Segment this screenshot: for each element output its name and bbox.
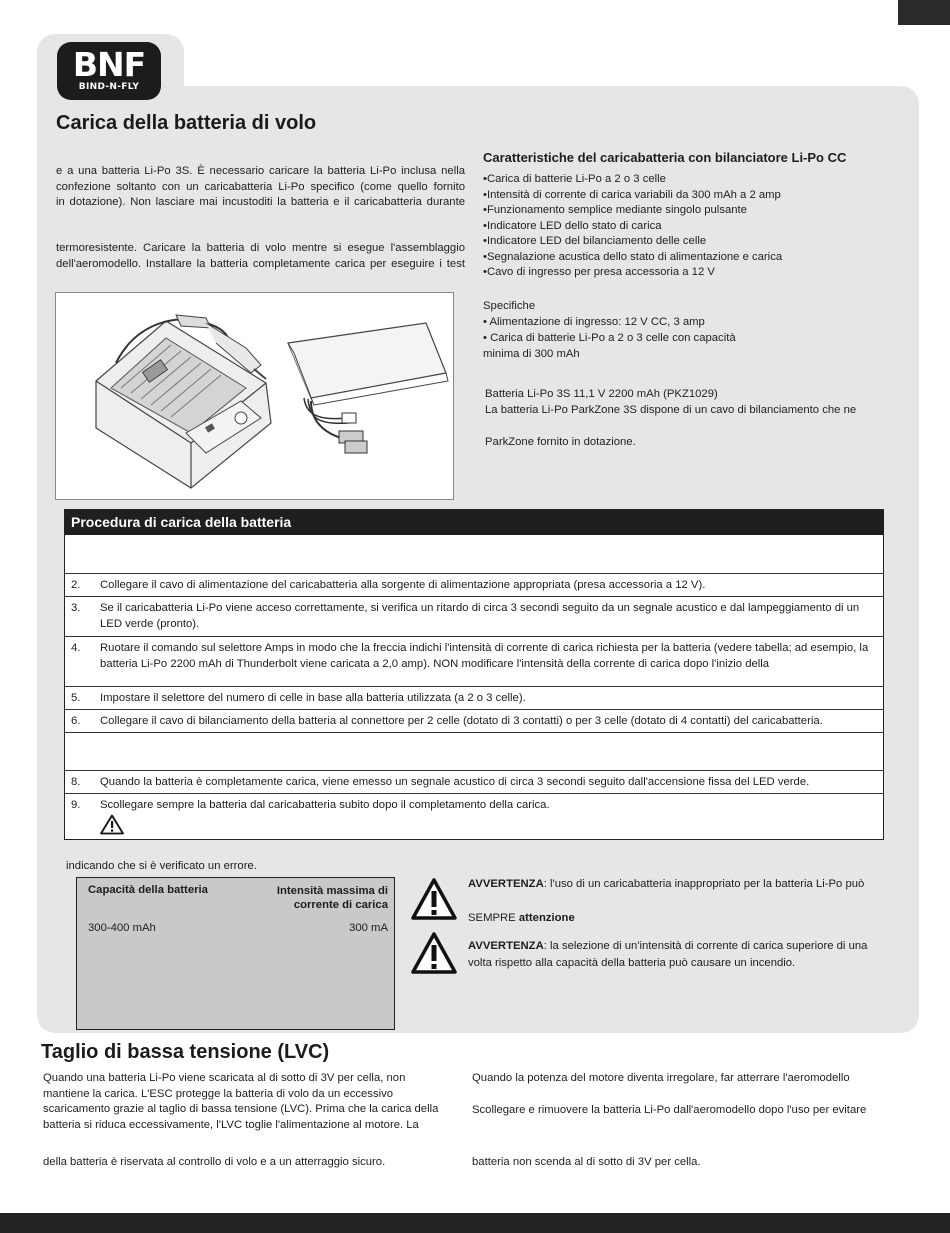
procedure-step: 5. Impostare il selettore del numero di celle in base alla batteria utilizzata (a 2 o 3 celle). (65, 687, 883, 710)
feature-item: • Segnalazione acustica dello stato di alimentazione e carica (483, 250, 903, 266)
table-cell-capacity: 300-400 mAh (88, 922, 156, 934)
lvc-left-paragraph: Quando una batteria Li-Po viene scaricata al di sotto di 3V per cella, non mantiene la carica. L'ESC protegge la batteria di volo da un eccessivo scaricamento grazie al taglio di bassa tensione (LVC). Prima che la carica della batteria si riduca eccessivamente, l'LVC toglie l'alimentazione al motore. La (43, 1072, 439, 1131)
battery-info: Batteria Li-Po 3S 11,1 V 2200 mAh (PKZ1029) La batteria Li-Po ParkZone 3S dispone di un cavo di bilanciamento che ne ParkZone fornito in dotazione. (485, 388, 857, 448)
warning-icon (411, 931, 457, 975)
procedure-step: 2. Collegare il cavo di alimentazione del caricabatteria alla sorgente di alimentazione appropriata (presa accessoria a 12 V). (65, 574, 883, 597)
feature-item: • Carica di batterie Li-Po a 2 o 3 celle (483, 172, 903, 188)
lvc-right-line-3: batteria non scenda al di sotto di 3V per cella. (472, 1156, 701, 1168)
feature-item: • Intensità di corrente di carica variabili da 300 mAh a 2 amp (483, 188, 903, 204)
procedure-step: 6. Collegare il cavo di bilanciamento della batteria al connettore per 2 celle (dotato di 3 contatti) o per 3 celle (dotato di 4 contatti) del caricabatteria. (65, 710, 883, 733)
lvc-right-line-1: Quando la potenza del motore diventa irregolare, far atterrare l'aeromodello (472, 1072, 850, 1084)
table-cell-current: 300 mA (349, 922, 388, 934)
lvc-right-line-2: Scollegare e rimuovere la batteria Li-Po dall'aeromodello dopo l'uso per evitare (472, 1104, 867, 1116)
intro-paragraph: e a una batteria Li-Po 3S. È necessario caricare la batteria Li-Po inclusa nella confezione soltanto con un caricabatteria Li-Po specifico (come quello fornito in dotazione). Non lasciare mai incustoditi la batteria e il caricabatteria durante (56, 165, 465, 208)
specs-block: Specifiche • Alimentazione di ingresso: 12 V CC, 3 amp • Carica di batterie Li-Po a 2 o 3 celle con capacità minima di 300 mAh (483, 298, 903, 362)
feature-item: • Indicatore LED dello stato di carica (483, 219, 903, 235)
warning-text-charger: AVVERTENZA: l'uso di un caricabatteria inappropriato per la batteria Li-Po può SEMPRE attenzione (468, 878, 865, 924)
procedure-step: 3. Se il caricabatteria Li-Po viene acceso correttamente, si verifica un ritardo di circa 3 secondi seguito da un segnale acustico e dal lampeggiamento di un LED verde (pronto). (65, 597, 883, 637)
charge-current-table (76, 877, 395, 1030)
procedure-step: 8. Quando la batteria è completamente carica, viene emesso un segnale acustico di circa 3 secondi seguito dall'accensione fissa del LED verde. (65, 771, 883, 794)
charger-features-list (483, 172, 903, 281)
lvc-title: Taglio di bassa tensione (LVC) (41, 1041, 330, 1063)
feature-item: • Funzionamento semplice mediante singolo pulsante (483, 203, 903, 219)
procedure-row-empty (65, 535, 883, 574)
warning-icon (411, 877, 457, 921)
procedure-title: Procedura di carica della batteria (65, 510, 883, 535)
feature-item: • Indicatore LED del bilanciamento delle celle (483, 234, 903, 250)
warning-text-current: AVVERTENZA: la selezione di un'intensità di corrente di carica superiore di una volta rispetto alla capacità della batteria può causare un incendio. (468, 940, 868, 969)
table-header-current: Intensità massima di corrente di carica (276, 885, 388, 911)
bottom-bar (0, 1213, 950, 1233)
procedure-step: 4. Ruotare il comando sul selettore Amps in modo che la freccia indichi l'intensità di corrente di carica richiesta per la batteria (vedere tabella; ad esempio, la batteria Li-Po 2200 mAh di Thunderbolt viene caricata a 2,0 amp). NON modificare l'intensità della corrente di carica dopo l'inizio della (65, 637, 883, 687)
procedure-step: 9. Scollegare sempre la batteria dal caricabatteria subito dopo il completamento della carica. (65, 794, 883, 839)
charger-features-title: Caratteristiche del caricabatteria con bilanciatore Li-Po CC (483, 150, 847, 165)
lvc-left-last: della batteria è riservata al controllo di volo e a un atterraggio sicuro. (43, 1156, 386, 1168)
charging-procedure-box (64, 509, 884, 840)
feature-item: • Cavo di ingresso per presa accessoria a 12 V (483, 265, 903, 281)
warning-icon (100, 814, 124, 835)
charger-battery-illustration (55, 292, 454, 500)
section-title: Carica della batteria di volo (56, 112, 317, 134)
bnf-logo: BNF BIND-N-FLY (57, 42, 161, 100)
procedure-row-empty (65, 733, 883, 771)
top-corner-tab (898, 0, 950, 25)
table-header-capacity: Capacità della batteria (88, 884, 208, 896)
error-note: indicando che si è verificato un errore. (66, 860, 257, 872)
intro-paragraph-2: termoresistente. Caricare la batteria di volo mentre si esegue l'assemblaggio dell'aeromodello. Installare la batteria completamente carica per eseguire i test (56, 242, 465, 270)
specs-title: Specifiche (483, 300, 536, 312)
